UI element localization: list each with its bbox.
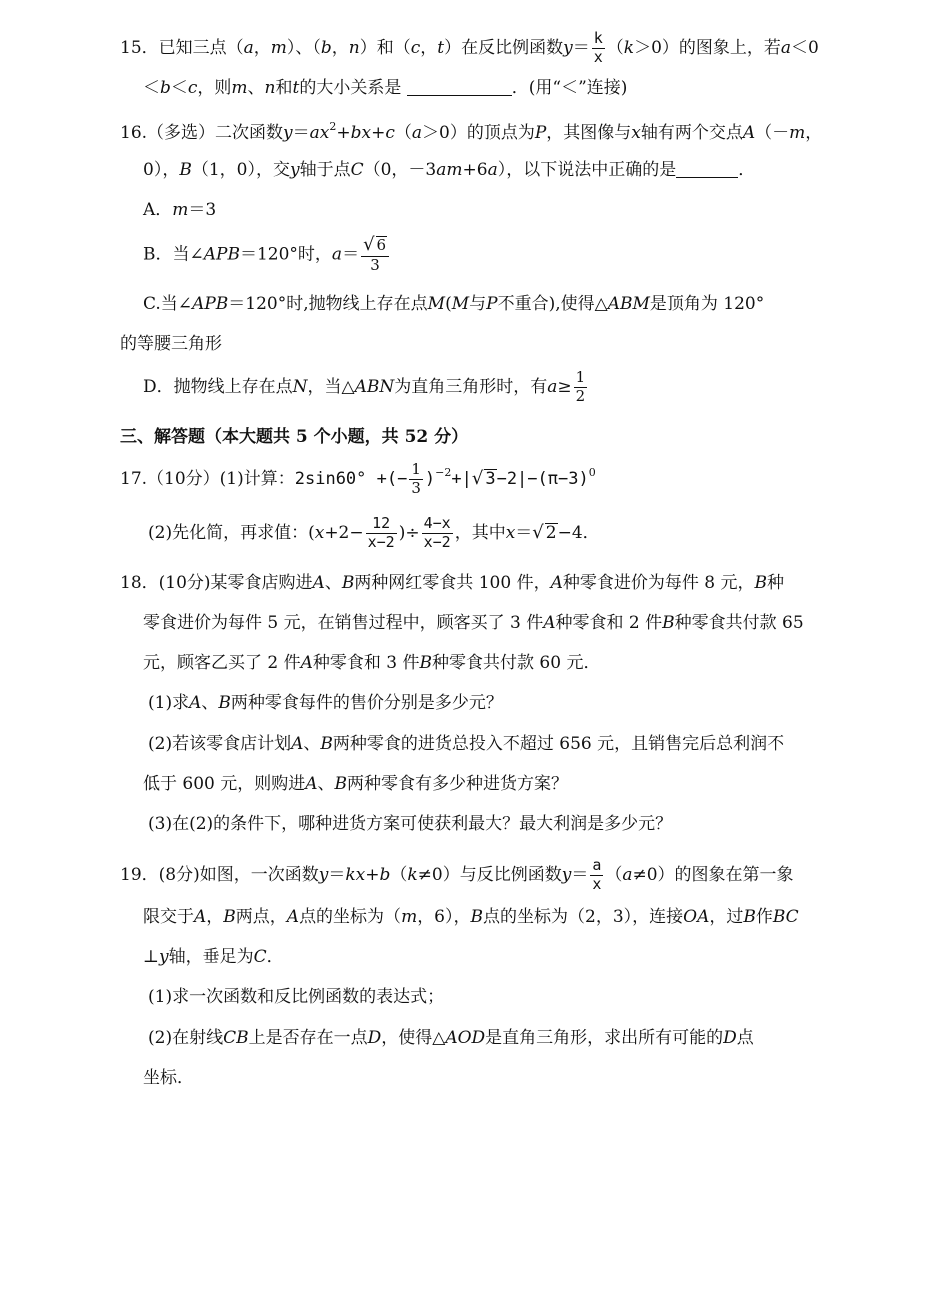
text: 两种零食每件的售价分别是多少元？ xyxy=(230,693,503,713)
var: m xyxy=(231,78,248,98)
var: M xyxy=(451,294,470,314)
fraction-4-x-over-x-2 xyxy=(422,516,453,551)
var: A xyxy=(189,693,202,713)
text: 的等腰三角形 xyxy=(120,334,222,354)
var: y xyxy=(318,864,329,885)
var: n xyxy=(348,37,360,58)
expression: ) xyxy=(424,468,436,489)
text: 17.（10分）(1)计算： xyxy=(120,468,295,489)
text: ，其中 xyxy=(454,522,506,543)
text: 限交于 xyxy=(143,907,194,927)
var: y xyxy=(561,864,572,885)
text: 两点， xyxy=(235,907,287,927)
q18-line1 xyxy=(120,575,784,592)
text: 和 xyxy=(275,78,293,98)
var: c xyxy=(410,37,421,58)
text: 16.（多选）二次函数 xyxy=(120,123,284,143)
text: 点的坐标为（ xyxy=(299,907,402,927)
text: ＝ xyxy=(572,37,590,58)
var: B xyxy=(334,774,348,794)
text: ＜0 xyxy=(791,37,819,58)
expression: +| xyxy=(451,468,472,489)
q19-sub2 xyxy=(148,1030,754,1047)
text: （ xyxy=(394,123,412,143)
var: A xyxy=(550,573,563,593)
text: A． xyxy=(143,200,173,220)
text: 18．(10分)某零食店购进 xyxy=(120,573,313,593)
text: ＜ xyxy=(170,78,188,98)
var: B xyxy=(662,613,675,633)
text: 、 xyxy=(303,734,321,754)
var: A xyxy=(312,573,325,593)
q16-option-d xyxy=(143,370,589,405)
text: 两种网红零食共 100 件， xyxy=(354,573,551,593)
var: x xyxy=(631,123,641,143)
text: 、 xyxy=(324,573,342,593)
var: m xyxy=(172,200,189,220)
var: B xyxy=(341,573,355,593)
denominator: x−2 xyxy=(367,532,395,551)
text: 不重合),使得△ xyxy=(497,294,608,314)
text: 两种零食的进货总投入不超过 656 元，且销售完后总利润不 xyxy=(332,734,785,754)
var: am xyxy=(436,160,463,180)
text: 是顶角为 120° xyxy=(649,294,765,314)
text: ）在反比例函数 xyxy=(444,37,564,58)
var: a xyxy=(622,864,633,885)
radicand: 6 xyxy=(376,236,387,254)
fraction-1-over-3 xyxy=(409,462,423,497)
text: 轴，垂足为 xyxy=(168,947,254,967)
text: 种零食共付款 65 xyxy=(674,613,804,633)
var: APB xyxy=(192,294,229,314)
text: ， xyxy=(206,907,224,927)
text: ）、（ xyxy=(286,37,321,58)
var: x xyxy=(505,522,516,543)
q16-option-c xyxy=(143,296,764,313)
denominator: 3 xyxy=(370,255,380,274)
text: 元，顾客乙买了 2 件 xyxy=(143,653,301,673)
numerator: k xyxy=(593,29,603,47)
text: 点 xyxy=(736,1028,754,1048)
text: ＝ xyxy=(342,244,360,265)
text: ＝3 xyxy=(188,200,217,220)
fraction-sqrt6-over-3 xyxy=(361,236,389,274)
q16-option-c-line2 xyxy=(120,336,222,353)
text: C.当∠ xyxy=(143,294,193,314)
var: y xyxy=(283,123,293,143)
numerator: 4−x xyxy=(423,514,451,532)
text: −4． xyxy=(557,522,600,543)
numerator: a xyxy=(592,856,602,874)
var: a xyxy=(487,160,498,180)
text: （ xyxy=(605,864,623,885)
var: k xyxy=(623,37,635,58)
var: C xyxy=(350,160,364,180)
denominator: 2 xyxy=(575,386,586,405)
radical-sign: √ xyxy=(471,467,484,489)
var: B xyxy=(320,734,333,754)
numerator: 1 xyxy=(411,460,421,478)
var: CB xyxy=(223,1028,249,1048)
text: ．(用“＜”连接) xyxy=(511,78,628,98)
var: A xyxy=(543,613,556,633)
q18-sub3: (3)在(2)的条件下，哪种进货方案可使获利最大？最大利润是多少元？ xyxy=(148,814,673,834)
text: 轴有两个交点 xyxy=(640,123,743,143)
var: m xyxy=(270,37,287,58)
text: 是直角三角形，求出所有可能的 xyxy=(485,1028,724,1048)
q19-line3 xyxy=(143,949,284,966)
section-heading: 三、解答题（本大题共 5 个小题，共 52 分） xyxy=(120,427,469,447)
var: A xyxy=(291,734,304,754)
text: 轴于点 xyxy=(299,160,351,180)
var: c xyxy=(187,78,198,98)
var: ABN xyxy=(354,376,395,397)
q17-line1 xyxy=(120,462,596,497)
denominator: x−2 xyxy=(423,532,451,551)
var: B xyxy=(743,907,756,927)
text: ，过 xyxy=(709,907,744,927)
text: 低于 600 元，则购进 xyxy=(143,774,306,794)
answer-blank[interactable] xyxy=(676,177,738,178)
text: （ xyxy=(606,37,624,58)
text: 、 xyxy=(317,774,335,794)
var: ax xyxy=(309,123,330,143)
text: （0，－3 xyxy=(363,160,437,180)
q16-option-a xyxy=(143,202,216,219)
text: 种零食进价为每件 8 元， xyxy=(562,573,755,593)
text: ＝ xyxy=(328,864,346,885)
var: a xyxy=(331,244,343,265)
text: （1，0），交 xyxy=(191,160,290,180)
text: 作 xyxy=(755,907,773,927)
q18-sub2-line2 xyxy=(143,776,568,793)
text: 为直角三角形时，有 xyxy=(394,376,548,397)
q19-sub2-line2: 坐标． xyxy=(143,1068,194,1088)
var: D xyxy=(723,1028,737,1048)
fraction-1-over-2 xyxy=(574,370,588,405)
var: t xyxy=(292,78,300,98)
var: A xyxy=(286,907,300,927)
text: 的大小关系是 xyxy=(299,78,402,98)
text: ，使得△ xyxy=(381,1028,446,1048)
text: 种零食共付款 60 元． xyxy=(432,653,601,673)
text: ＝120°时,抛物线上存在点 xyxy=(228,294,428,314)
radicand: 2 xyxy=(545,522,557,543)
expression: −2|−(π−3) xyxy=(496,468,589,489)
exponent: 0 xyxy=(588,465,596,479)
var: y xyxy=(289,160,300,180)
text: （ xyxy=(390,864,408,885)
text: (1)求 xyxy=(148,693,190,713)
text: ． xyxy=(738,160,756,180)
denominator: x xyxy=(593,47,603,66)
radical-sign: √ xyxy=(532,521,544,543)
text: ＝120°时， xyxy=(239,244,332,265)
var: m xyxy=(789,123,806,143)
var: a xyxy=(243,37,254,58)
var: P xyxy=(486,294,498,314)
q18-line3 xyxy=(143,655,600,672)
text: ），以下说法中正确的是 xyxy=(497,160,677,180)
var: n xyxy=(264,78,276,98)
q19-sub1: (1)求一次函数和反比例函数的表达式； xyxy=(148,987,445,1007)
q15-line1 xyxy=(120,31,819,66)
denominator: x xyxy=(592,874,602,893)
text: ＞0）的顶点为 xyxy=(422,123,535,143)
text: 种零食和 2 件 xyxy=(555,613,663,633)
q15-line2 xyxy=(143,80,627,97)
text: ≠0）与反比例函数 xyxy=(417,864,562,885)
var: A xyxy=(300,653,313,673)
q18-line2 xyxy=(143,615,804,632)
text: ， xyxy=(805,123,823,143)
text: 两种零食有多少种进货方案？ xyxy=(347,774,569,794)
radical-sign: √ xyxy=(363,234,375,255)
text: ． xyxy=(266,947,284,967)
text: +2− xyxy=(324,522,364,543)
fraction-k-over-x xyxy=(592,31,605,66)
text: (2)若该零食店计划 xyxy=(148,734,292,754)
var: y xyxy=(563,37,573,58)
text: 点的坐标为（2，3），连接 xyxy=(483,907,684,927)
q16-line1 xyxy=(120,121,822,142)
text: ，当△ xyxy=(307,376,355,397)
q18-sub2 xyxy=(148,736,784,753)
text: ）和（ xyxy=(359,37,411,58)
numerator: 1 xyxy=(575,368,586,386)
numerator: 12 xyxy=(366,516,397,534)
text: ， xyxy=(331,37,349,58)
text: ＝ xyxy=(515,522,533,543)
text: ， xyxy=(420,37,438,58)
text: ≠0）的图象在第一象 xyxy=(632,864,794,885)
text: ( xyxy=(445,294,452,314)
expression: 2sin60° +(− xyxy=(294,468,408,489)
var: A xyxy=(194,907,207,927)
var: b xyxy=(320,37,332,58)
answer-blank[interactable] xyxy=(407,95,512,96)
text: 上是否存在一点 xyxy=(248,1028,368,1048)
var: ABM xyxy=(607,294,650,314)
var: B xyxy=(470,907,484,927)
var: OA xyxy=(683,907,710,927)
fraction-12-over-x-2 xyxy=(366,516,397,551)
exponent: −2 xyxy=(435,465,452,479)
radicand: 3 xyxy=(485,468,496,489)
var: BC xyxy=(772,907,799,927)
var: APB xyxy=(203,244,240,265)
text: 0）， xyxy=(143,160,180,180)
text: ＞0）的图象上，若 xyxy=(634,37,781,58)
denominator: 3 xyxy=(411,478,421,497)
text: )÷ xyxy=(398,522,420,543)
text: 、 xyxy=(201,693,219,713)
text: ＜ xyxy=(143,78,160,98)
fraction-a-over-x xyxy=(590,858,603,893)
text: (2)在射线 xyxy=(148,1028,224,1048)
var: P xyxy=(534,123,547,143)
text: ≥ xyxy=(557,376,572,397)
var: M xyxy=(427,294,446,314)
text: 种零食和 3 件 xyxy=(312,653,420,673)
text: ，其图像与 xyxy=(546,123,632,143)
text: 19．(8分)如图，一次函数 xyxy=(120,864,319,885)
var: B xyxy=(218,693,231,713)
text: 、 xyxy=(247,78,265,98)
var: B xyxy=(754,573,767,593)
var: A xyxy=(742,123,756,143)
text: +6 xyxy=(462,160,488,180)
var: x xyxy=(314,522,325,543)
var: B xyxy=(223,907,236,927)
var: B xyxy=(179,160,192,180)
text: 零食进价为每件 5 元，在销售过程中，顾客买了 3 件 xyxy=(143,613,544,633)
q17-line2 xyxy=(148,516,600,551)
var: k xyxy=(407,864,418,885)
exponent: 2 xyxy=(329,120,337,133)
text: ， xyxy=(253,37,271,58)
text: B．当∠ xyxy=(143,244,204,265)
text: ＝ xyxy=(292,123,310,143)
q16-line2 xyxy=(143,162,755,179)
numerator xyxy=(361,236,389,257)
q18-sub1 xyxy=(148,695,503,712)
text: 15．已知三点（ xyxy=(120,37,244,58)
var: A xyxy=(305,774,318,794)
text: ，则 xyxy=(197,78,232,98)
text: ⊥ xyxy=(143,947,159,967)
text: ＝ xyxy=(571,864,589,885)
var: B xyxy=(419,653,433,673)
var: C xyxy=(253,947,267,967)
text: ，6）， xyxy=(417,907,471,927)
q16-option-b xyxy=(143,236,391,274)
var: b xyxy=(160,78,171,98)
q19-line1 xyxy=(120,858,794,893)
var: D xyxy=(367,1028,382,1048)
var: y xyxy=(159,947,169,967)
var: a xyxy=(411,123,423,143)
var: AOD xyxy=(445,1028,486,1048)
var: a xyxy=(780,37,792,58)
var: N xyxy=(292,376,308,397)
var: m xyxy=(401,907,418,927)
var: kx+b xyxy=(345,864,391,885)
var: a xyxy=(547,376,558,397)
var: t xyxy=(437,37,445,58)
text: 与 xyxy=(469,294,487,314)
text: D．抛物线上存在点 xyxy=(143,376,293,397)
var: +bx+c xyxy=(336,123,395,143)
q19-line2 xyxy=(143,909,799,926)
text: (2)先化简，再求值：( xyxy=(148,522,315,543)
text: 种 xyxy=(766,573,784,593)
text: （－ xyxy=(755,123,790,143)
